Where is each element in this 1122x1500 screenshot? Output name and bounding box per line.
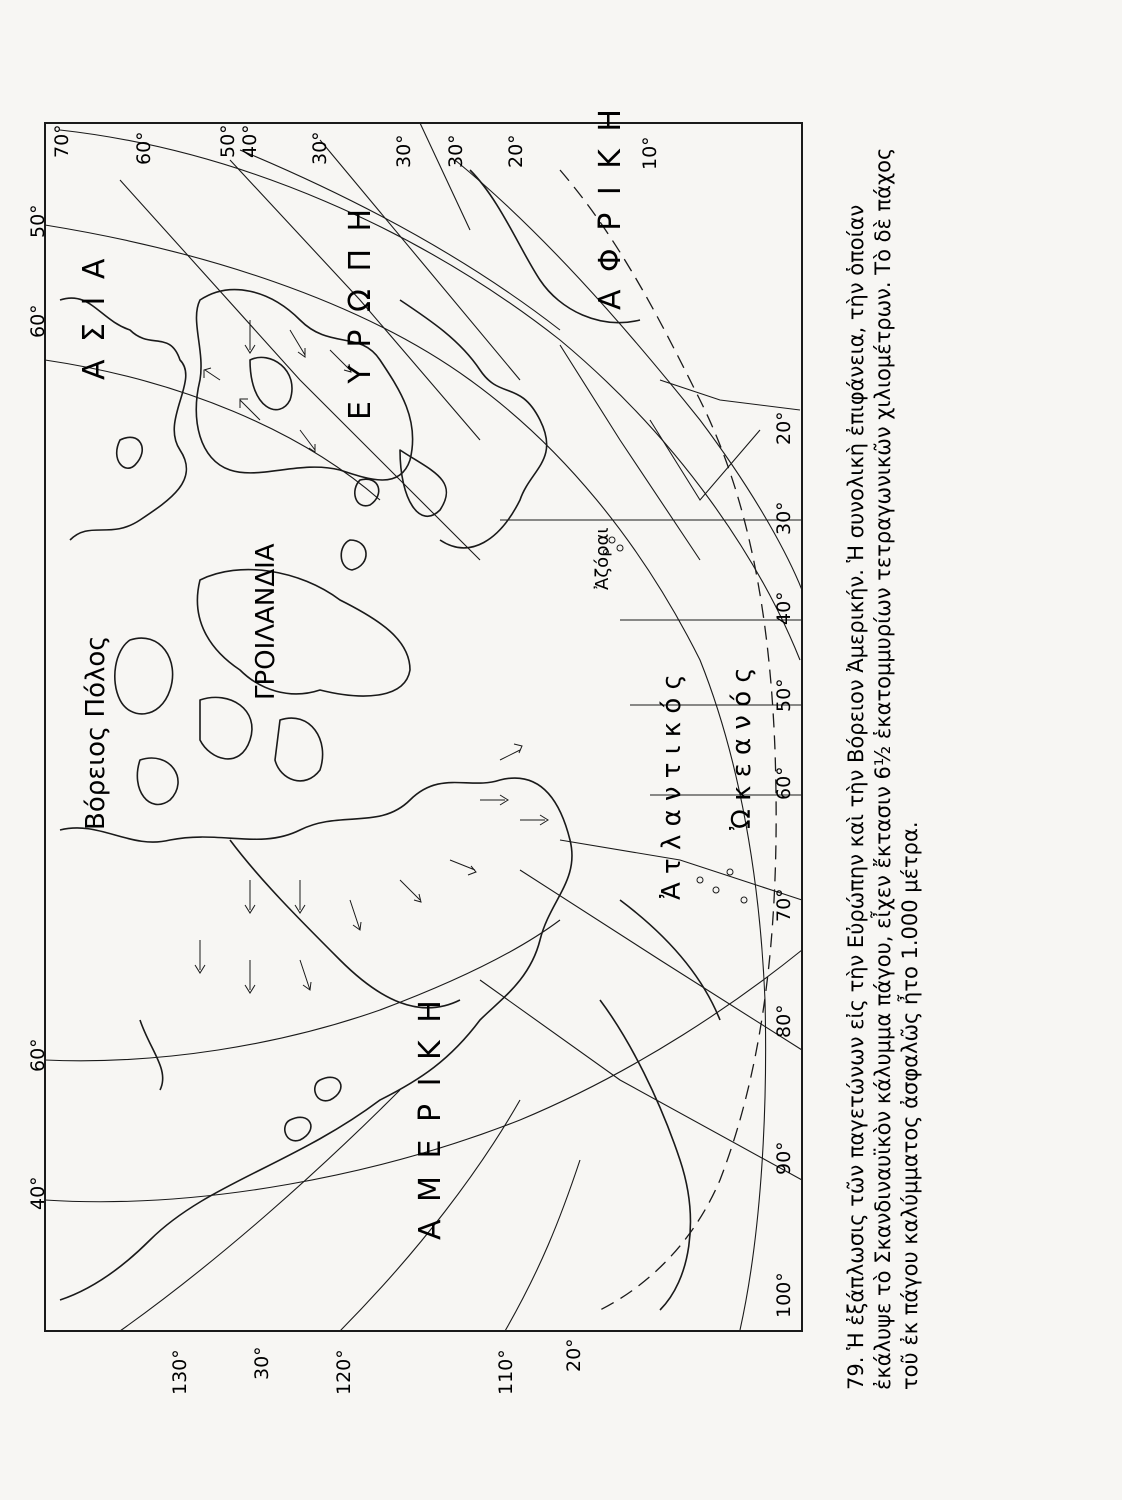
gulf-coast xyxy=(600,1000,690,1310)
deg-top-70: 70° xyxy=(51,124,73,158)
ice-arrow xyxy=(245,880,255,913)
label-america: Α Μ Ε Ρ Ι Κ Η xyxy=(413,996,448,1240)
deg-top-50: 50° xyxy=(217,124,239,158)
greenland-coast xyxy=(197,570,410,696)
british-isles xyxy=(400,450,446,516)
caption-line-3: τοῦ ἐκ πάγου καλύμματος ἀσφαλῶς ἦτο 1.000 μέτρα. xyxy=(898,821,922,1390)
deg-left-40: 40° xyxy=(27,1176,49,1210)
arctic-island-1 xyxy=(115,638,173,714)
ice-arrow xyxy=(195,940,205,973)
meridian-20-right xyxy=(660,380,800,410)
caption-line-1: 79. Ἡ ἐξάπλωσις τῶν παγετώνων εἰς τὴν Εὐρώπην καὶ τὴν Βόρειον Ἀμερικήν. Ἡ συνολικὴ ἐπιφάνεια, τὴν ὁποίαν xyxy=(844,204,868,1390)
ice-arrow xyxy=(350,900,361,930)
ice-arrow xyxy=(240,399,260,420)
deg-right-90: 90° xyxy=(773,1141,795,1175)
alaska-coast xyxy=(140,1020,163,1090)
deg-bottom-30: 30° xyxy=(251,1346,273,1380)
parallel-60-lower xyxy=(45,920,560,1061)
meridian-60 xyxy=(120,180,480,560)
deg-bottom-130: 130° xyxy=(169,1349,191,1395)
deg-bottom-20: 20° xyxy=(563,1338,585,1372)
deg-top-60: 60° xyxy=(133,131,155,165)
ice-arrow xyxy=(480,795,508,805)
caption xyxy=(844,148,922,1390)
deg-bottom-110: 110° xyxy=(495,1349,517,1395)
region-labels xyxy=(77,105,757,1240)
deg-top-10: 10° xyxy=(639,136,661,170)
meridian-110 xyxy=(505,1160,580,1331)
ice-arrow xyxy=(450,860,476,875)
deg-left-50: 50° xyxy=(27,204,49,238)
arctic-island-2 xyxy=(200,697,252,759)
label-greenland: ΓΡΟΙΛΑΝΔΙΑ xyxy=(251,543,281,700)
label-atlantic: Ἀ τ λ α ν τ ι κ ό ς xyxy=(657,674,687,900)
caption-line-2: ἐκάλυψε τὸ Σκανδιναυϊκὸν κάλυμμα πάγου, εἶχεν ἔκτασιν 6½ ἑκατομμυρίων τετραγωνικῶν χιλιομέτρων. Τὸ δὲ πάχος xyxy=(871,147,895,1390)
ice-arrow xyxy=(520,815,548,825)
label-africa: Α Φ Ρ Ι Κ Η xyxy=(593,105,628,310)
ice-arrow xyxy=(290,330,305,357)
deg-right-80: 80° xyxy=(773,1004,795,1038)
parallel-40 xyxy=(45,360,380,500)
hudson-bay xyxy=(230,840,460,1008)
island xyxy=(117,437,143,468)
atlantic-coast xyxy=(620,900,720,1020)
deg-top-20: 20° xyxy=(505,134,527,168)
parallel-50 xyxy=(60,130,800,660)
deg-right-100: 100° xyxy=(773,1272,795,1318)
label-asia: Α Σ Ι Α xyxy=(77,254,112,380)
label-north-pole: Βόρειος Πόλος xyxy=(81,635,111,830)
island-2 xyxy=(341,540,366,570)
great-lake-1 xyxy=(315,1077,341,1101)
meridian-90-right xyxy=(480,980,802,1180)
deg-top-30b: 30° xyxy=(445,134,467,168)
north-america-coast xyxy=(60,778,572,1300)
ice-arrow xyxy=(500,744,522,760)
arctic-island-3 xyxy=(137,758,178,804)
ice-arrow xyxy=(300,960,311,990)
ice-arrow xyxy=(245,320,255,353)
parallel-20 xyxy=(455,160,802,590)
label-azores: Ἀζόραι xyxy=(592,527,613,590)
great-lake-2 xyxy=(285,1117,311,1141)
meridian-10 xyxy=(560,345,700,560)
deg-top-40b: 30° xyxy=(309,131,331,165)
label-europe: Ε Υ Ρ Ω Π Η xyxy=(343,204,378,420)
deg-right-70: 70° xyxy=(773,888,795,922)
deg-top-30a: 30° xyxy=(393,134,415,168)
deg-right-50: 50° xyxy=(773,678,795,712)
baffin-island xyxy=(275,718,323,781)
parallel-30 xyxy=(240,150,560,330)
meridian-130 xyxy=(120,1090,400,1331)
ice-arrow xyxy=(204,368,220,380)
deg-left-60b: 60° xyxy=(27,1038,49,1072)
baltic xyxy=(250,357,292,409)
deg-right-40: 40° xyxy=(773,591,795,625)
label-ocean: Ὠ κ ε α ν ό ς xyxy=(727,667,757,830)
deg-right-60: 60° xyxy=(773,766,795,800)
coastlines xyxy=(60,170,720,1310)
ice-arrow xyxy=(245,960,255,993)
ice-arrow xyxy=(295,880,305,913)
ice-arrow xyxy=(400,880,421,902)
deg-right-30: 30° xyxy=(773,501,795,535)
meridian-20 xyxy=(650,420,760,500)
deg-top-40a: 40° xyxy=(239,124,261,158)
deg-bottom-120: 120° xyxy=(333,1349,355,1395)
deg-right-20: 20° xyxy=(773,411,795,445)
iceland xyxy=(355,479,379,506)
deg-left-60a: 60° xyxy=(27,304,49,338)
